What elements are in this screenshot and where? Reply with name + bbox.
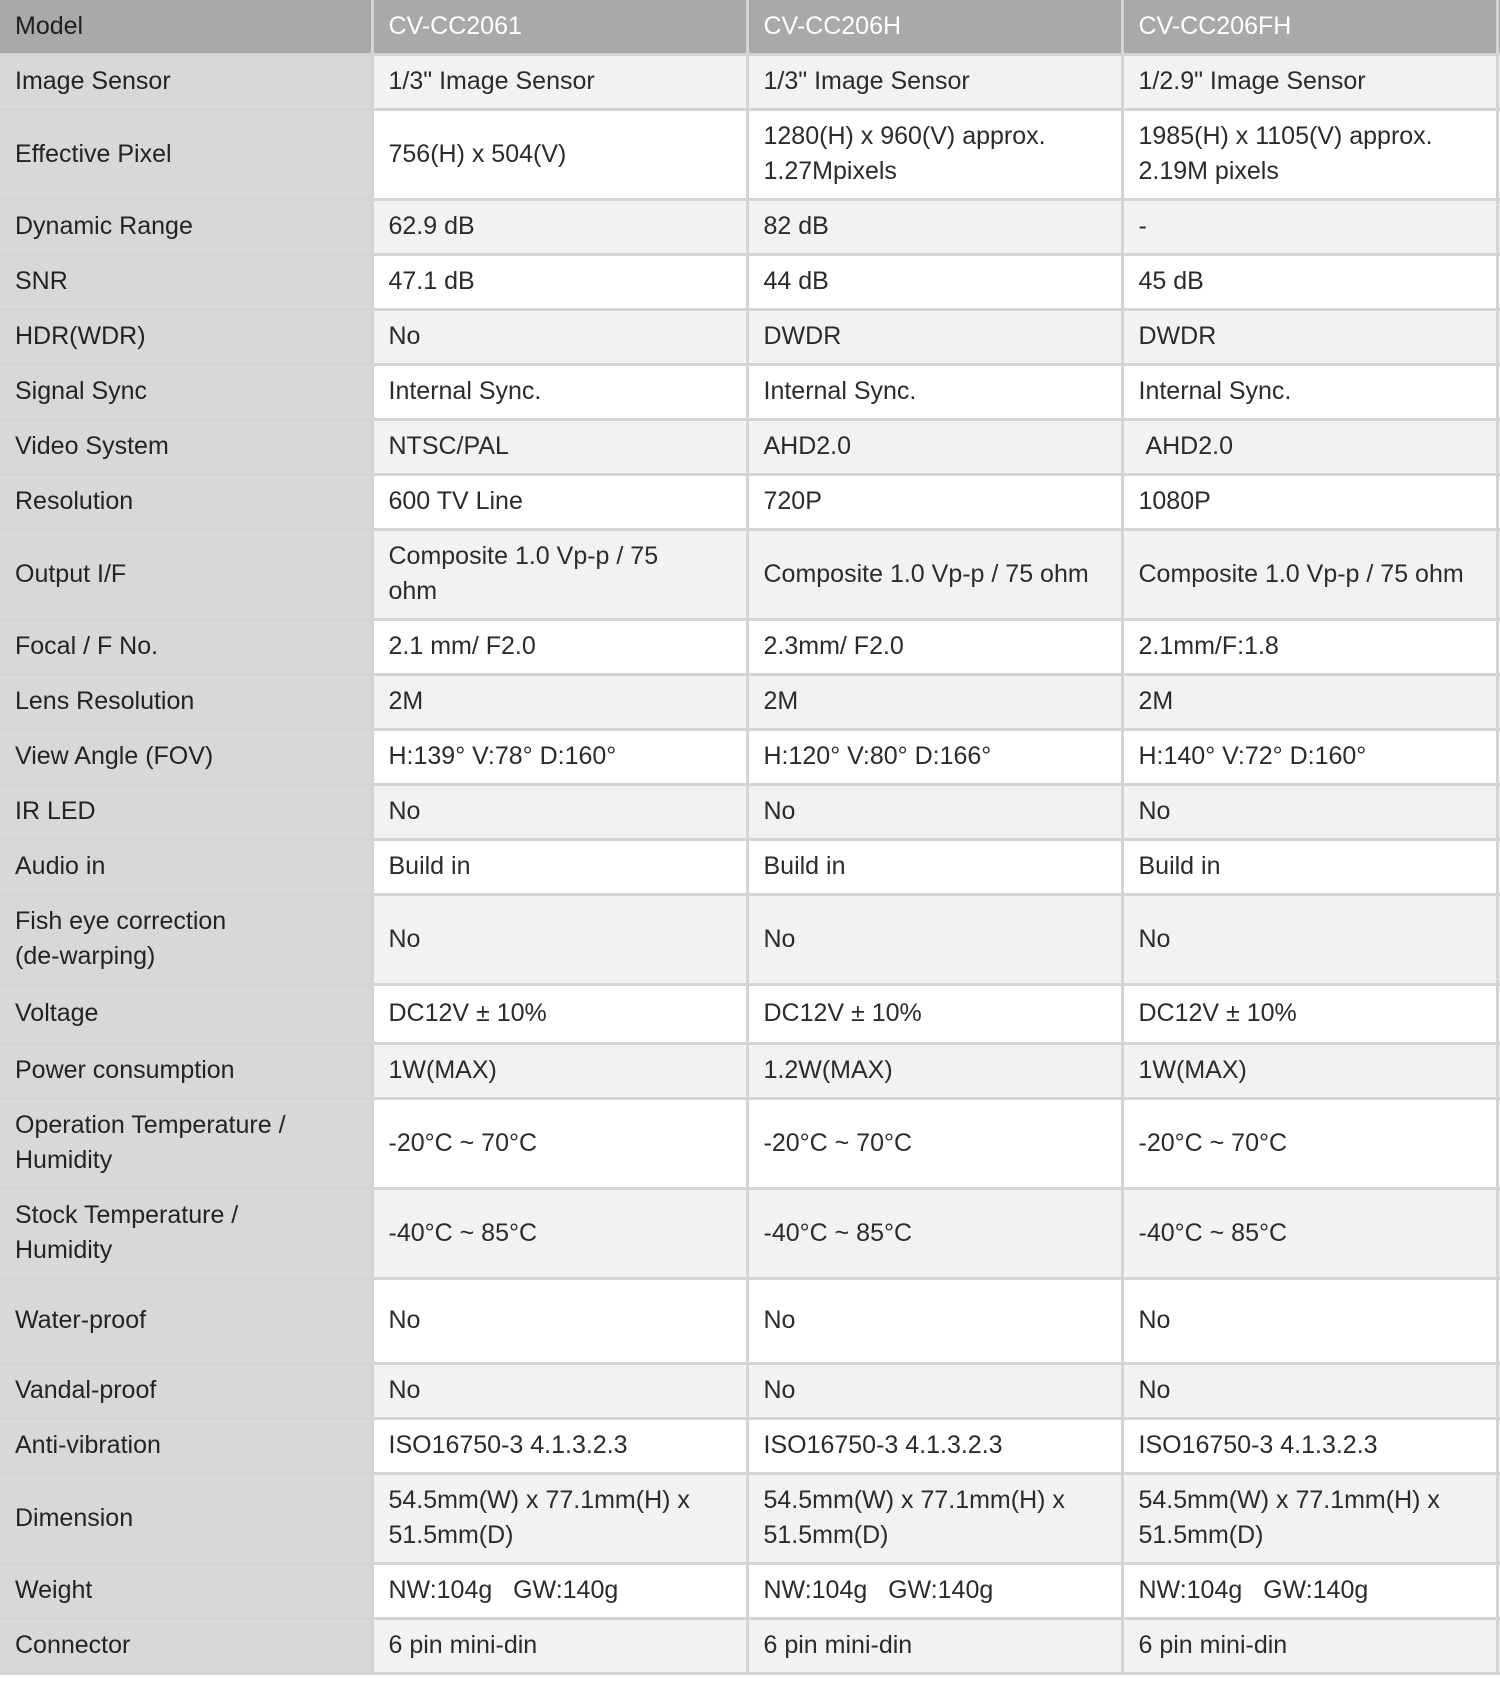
row-label: Fish eye correction (de-warping)	[0, 894, 372, 984]
spec-value: NW:104g GW:140g	[1122, 1563, 1497, 1618]
row-label: Stock Temperature / Humidity	[0, 1188, 372, 1278]
spec-value: No	[1122, 894, 1497, 984]
spec-value: No	[747, 894, 1122, 984]
spec-value: H:120° V:80° D:166°	[747, 729, 1122, 784]
row-label: Connector	[0, 1618, 372, 1673]
table-row	[0, 309, 1500, 364]
spec-value: No	[747, 1278, 1122, 1363]
spec-value: 54.5mm(W) x 77.1mm(H) x 51.5mm(D)	[372, 1473, 747, 1563]
spec-value: 1W(MAX)	[372, 1043, 747, 1098]
spec-value: DWDR	[747, 309, 1122, 364]
spec-value: Internal Sync.	[747, 364, 1122, 419]
row-label: SNR	[0, 254, 372, 309]
spec-value: -40°C ~ 85°C	[1122, 1188, 1497, 1278]
spec-value: 720P	[747, 474, 1122, 529]
row-label: Voltage	[0, 984, 372, 1043]
row-label: Focal / F No.	[0, 619, 372, 674]
table-row	[0, 109, 1500, 199]
spec-value: NW:104g GW:140g	[747, 1563, 1122, 1618]
row-label: Output I/F	[0, 529, 372, 619]
spec-value: ISO16750-3 4.1.3.2.3	[372, 1418, 747, 1473]
table-row	[0, 529, 1500, 619]
spec-value: ISO16750-3 4.1.3.2.3	[1122, 1418, 1497, 1473]
spec-value: 54.5mm(W) x 77.1mm(H) x 51.5mm(D)	[747, 1473, 1122, 1563]
spec-value: H:140° V:72° D:160°	[1122, 729, 1497, 784]
table-row	[0, 619, 1500, 674]
spec-value: DWDR	[1122, 309, 1497, 364]
header-model-label: Model	[0, 0, 372, 54]
spec-value: Build in	[372, 839, 747, 894]
row-label: Resolution	[0, 474, 372, 529]
spec-value: ISO16750-3 4.1.3.2.3	[747, 1418, 1122, 1473]
spec-value: 2M	[1122, 674, 1497, 729]
spec-value: -20°C ~ 70°C	[1122, 1098, 1497, 1188]
spec-value: AHD2.0	[747, 419, 1122, 474]
spec-value: No	[1122, 1278, 1497, 1363]
spec-value: 45 dB	[1122, 254, 1497, 309]
table-row	[0, 1563, 1500, 1618]
spec-value: No	[372, 894, 747, 984]
header-model-1: CV-CC2061	[372, 0, 747, 54]
row-label: Weight	[0, 1563, 372, 1618]
header-model-3: CV-CC206FH	[1122, 0, 1497, 54]
spec-value: 1W(MAX)	[1122, 1043, 1497, 1098]
spec-value: 600 TV Line	[372, 474, 747, 529]
spec-value: 44 dB	[747, 254, 1122, 309]
spec-value: -40°C ~ 85°C	[372, 1188, 747, 1278]
spec-value: 6 pin mini-din	[372, 1618, 747, 1673]
table-row	[0, 54, 1500, 109]
row-label: Anti-vibration	[0, 1418, 372, 1473]
row-label: Dimension	[0, 1473, 372, 1563]
header-model-2: CV-CC206H	[747, 0, 1122, 54]
table-row	[0, 1363, 1500, 1418]
spec-value: -	[1122, 199, 1497, 254]
row-label: IR LED	[0, 784, 372, 839]
table-row	[0, 839, 1500, 894]
header-row	[0, 0, 1500, 54]
spec-value: 1/3" Image Sensor	[747, 54, 1122, 109]
spec-value: No	[747, 1363, 1122, 1418]
spec-value: AHD2.0	[1122, 419, 1497, 474]
row-label: View Angle (FOV)	[0, 729, 372, 784]
table-row	[0, 474, 1500, 529]
spec-value: 2M	[747, 674, 1122, 729]
spec-value: 6 pin mini-din	[747, 1618, 1122, 1673]
table-row	[0, 1473, 1500, 1563]
spec-value: NTSC/PAL	[372, 419, 747, 474]
table-row	[0, 1098, 1500, 1188]
row-label: Effective Pixel	[0, 109, 372, 199]
spec-value: 2.3mm/ F2.0	[747, 619, 1122, 674]
spec-value: -20°C ~ 70°C	[747, 1098, 1122, 1188]
row-label: Image Sensor	[0, 54, 372, 109]
table-row	[0, 1278, 1500, 1363]
row-label: Audio in	[0, 839, 372, 894]
spec-value: No	[1122, 1363, 1497, 1418]
spec-value: No	[747, 784, 1122, 839]
table-row	[0, 364, 1500, 419]
spec-value: 62.9 dB	[372, 199, 747, 254]
spec-value: Composite 1.0 Vp-p / 75 ohm	[747, 529, 1122, 619]
spec-value: 2.1mm/F:1.8	[1122, 619, 1497, 674]
table-row	[0, 729, 1500, 784]
table-row	[0, 674, 1500, 729]
spec-value: 756(H) x 504(V)	[372, 109, 747, 199]
spec-value: H:139° V:78° D:160°	[372, 729, 747, 784]
table-row	[0, 1418, 1500, 1473]
spec-value: DC12V ± 10%	[372, 984, 747, 1043]
spec-value: 2M	[372, 674, 747, 729]
table-row	[0, 894, 1500, 984]
spec-value: 1985(H) x 1105(V) approx. 2.19M pixels	[1122, 109, 1497, 199]
spec-value: No	[1122, 784, 1497, 839]
row-label: Lens Resolution	[0, 674, 372, 729]
spec-value: 82 dB	[747, 199, 1122, 254]
spec-value: No	[372, 1278, 747, 1363]
spec-value: Composite 1.0 Vp-p / 75 ohm	[1122, 529, 1497, 619]
spec-value: Build in	[747, 839, 1122, 894]
spec-value: 1/2.9" Image Sensor	[1122, 54, 1497, 109]
spec-value: Build in	[1122, 839, 1497, 894]
row-label: Water-proof	[0, 1278, 372, 1363]
row-label: HDR(WDR)	[0, 309, 372, 364]
row-label: Power consumption	[0, 1043, 372, 1098]
spec-value: No	[372, 784, 747, 839]
spec-value: No	[372, 1363, 747, 1418]
spec-value: 54.5mm(W) x 77.1mm(H) x 51.5mm(D)	[1122, 1473, 1497, 1563]
row-label: Operation Temperature / Humidity	[0, 1098, 372, 1188]
spec-value: DC12V ± 10%	[1122, 984, 1497, 1043]
spec-value: 1280(H) x 960(V) approx. 1.27Mpixels	[747, 109, 1122, 199]
table-row	[0, 254, 1500, 309]
spec-value: -20°C ~ 70°C	[372, 1098, 747, 1188]
spec-value: 1/3" Image Sensor	[372, 54, 747, 109]
spec-value: 6 pin mini-din	[1122, 1618, 1497, 1673]
table-row	[0, 984, 1500, 1043]
table-row	[0, 419, 1500, 474]
table-row	[0, 199, 1500, 254]
spec-value: -40°C ~ 85°C	[747, 1188, 1122, 1278]
row-label: Signal Sync	[0, 364, 372, 419]
row-label: Dynamic Range	[0, 199, 372, 254]
row-label: Video System	[0, 419, 372, 474]
table-row	[0, 1618, 1500, 1673]
spec-value: DC12V ± 10%	[747, 984, 1122, 1043]
spec-value: 2.1 mm/ F2.0	[372, 619, 747, 674]
spec-value: NW:104g GW:140g	[372, 1563, 747, 1618]
spec-value: 1080P	[1122, 474, 1497, 529]
spec-value: 47.1 dB	[372, 254, 747, 309]
row-label: Vandal-proof	[0, 1363, 372, 1418]
table-row	[0, 784, 1500, 839]
table-row	[0, 1043, 1500, 1098]
table-row	[0, 1188, 1500, 1278]
spec-value: 1.2W(MAX)	[747, 1043, 1122, 1098]
spec-value: No	[372, 309, 747, 364]
spec-value: Internal Sync.	[1122, 364, 1497, 419]
spec-value: Composite 1.0 Vp-p / 75 ohm	[372, 529, 747, 619]
spec-value: Internal Sync.	[372, 364, 747, 419]
